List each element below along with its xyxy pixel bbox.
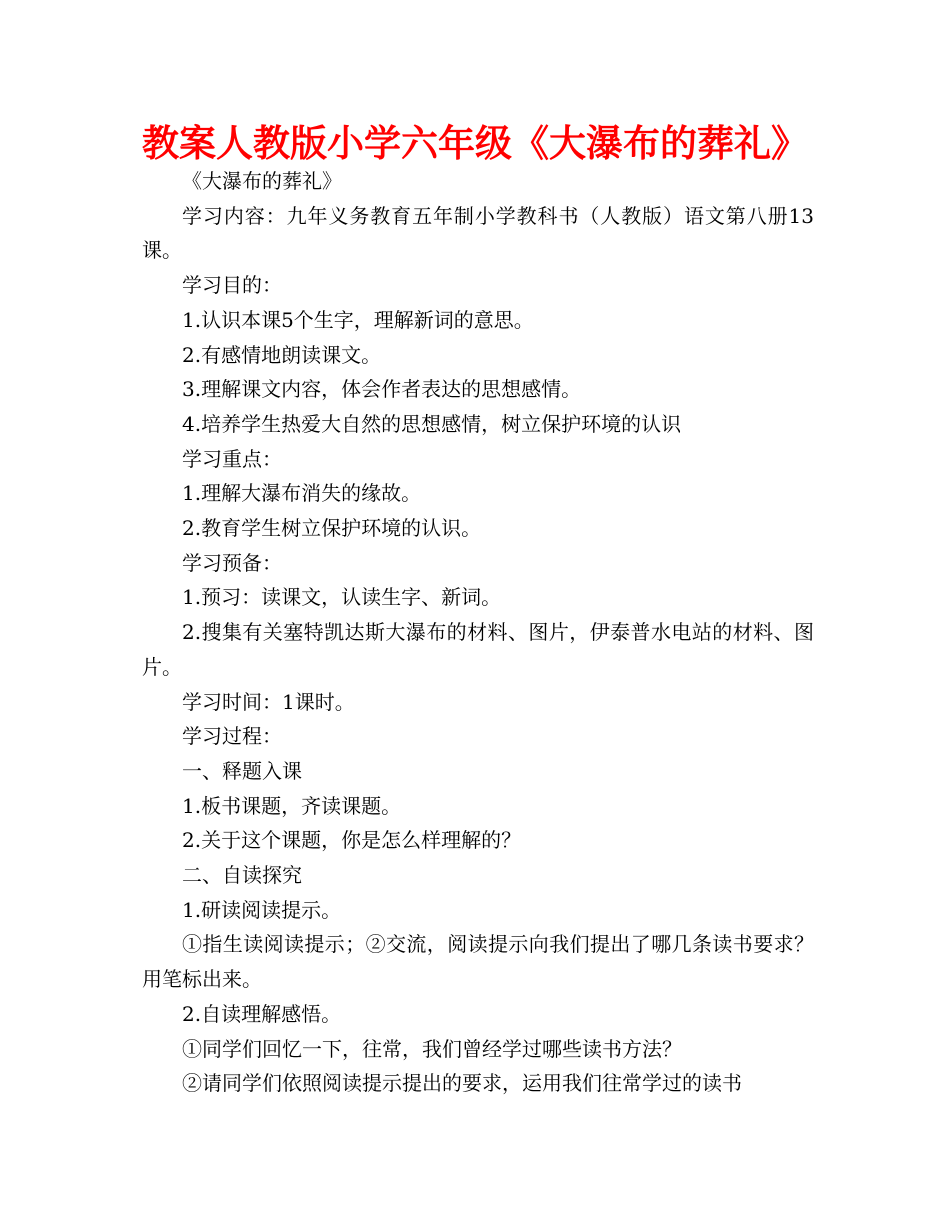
paragraph-goal-1: 1.认识本课5个生字，理解新词的意思。 <box>182 307 534 332</box>
paragraph-section-2: 二、自读探究 <box>182 863 302 888</box>
paragraph-section-2-item-1: 1.研读阅读提示。 <box>182 897 342 922</box>
paragraph-goal-4: 4.培养学生热爱大自然的思想感情，树立保护环境的认识 <box>182 411 682 436</box>
paragraph-section-1-item-1: 1.板书课题，齐读课题。 <box>182 793 402 818</box>
paragraph-focus-1: 1.理解大瀑布消失的缘故。 <box>182 481 422 506</box>
paragraph-goal-heading: 学习目的： <box>182 273 282 298</box>
paragraph-section-2-item-2: 2.自读理解感悟。 <box>182 1001 342 1026</box>
paragraph-section-1: 一、释题入课 <box>182 758 302 783</box>
document-body <box>142 164 814 1101</box>
paragraph-process-heading: 学习过程： <box>182 724 282 749</box>
paragraph-goal-3: 3.理解课文内容，体会作者表达的思想感情。 <box>182 377 582 402</box>
paragraph-content: 学习内容：九年义务教育五年制小学教科书（人教版）语文第八册13课。 <box>142 203 814 263</box>
paragraph-section-2-item-2-detail-1: ①同学们回忆一下，往常，我们曾经学过哪些读书方法？ <box>182 1036 682 1061</box>
paragraph-focus-2: 2.教育学生树立保护环境的认识。 <box>182 516 482 541</box>
paragraph-prep-1: 1.预习：读课文，认读生字、新词。 <box>182 585 502 610</box>
paragraph-prep-heading: 学习预备： <box>182 550 282 575</box>
paragraph-goal-2: 2.有感情地朗读课文。 <box>182 342 382 367</box>
paragraph-prep-2: 2.搜集有关塞特凯达斯大瀑布的材料、图片，伊泰普水电站的材料、图片。 <box>142 620 814 679</box>
document-title: 教案人教版小学六年级《大瀑布的葬礼》 <box>142 122 808 165</box>
paragraph-section-2-item-2-detail-2: ②请同学们依照阅读提示提出的要求，运用我们往常学过的读书 <box>182 1071 742 1096</box>
paragraph-time: 学习时间：1课时。 <box>182 689 355 714</box>
paragraph-subtitle: 《大瀑布的葬礼》 <box>182 169 342 193</box>
paragraph-section-2-item-1-detail: ①指生读阅读提示；②交流，阅读提示向我们提出了哪几条读书要求？用笔标出来。 <box>142 932 814 992</box>
paragraph-focus-heading: 学习重点： <box>182 446 282 471</box>
paragraph-section-1-item-2: 2.关于这个课题，你是怎么样理解的？ <box>182 828 522 853</box>
